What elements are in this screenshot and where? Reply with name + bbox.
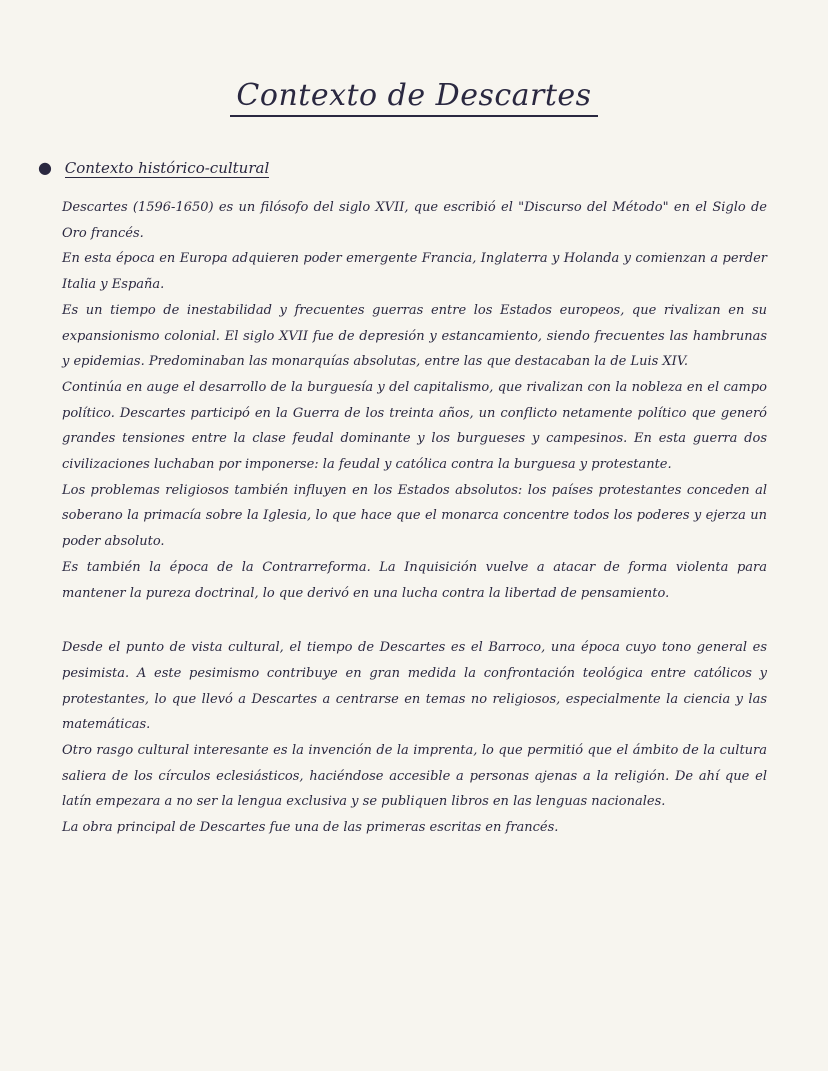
bullet-icon: ● (38, 158, 52, 177)
paragraph: Continúa en auge el desarrollo de la burguesía y del capitalismo, que rivalizan con la nobleza en el campo político. Descartes participó en la Guerra de los treinta años, un conflicto netamente político que generó grandes tensiones entre la clase feudal dominante y los burgueses y campesinos. En esta guerra dos civilizaciones luchaban por imponerse: la feudal y católica contra la burguesa y protestante. (62, 379, 767, 473)
section-heading (38, 158, 269, 177)
paragraph: Es también la época de la Contrarreforma. La Inquisición vuelve a atacar de forma violenta para mantener la pureza doctrinal, lo que derivó en una lucha contra la libertad de pensamiento. (62, 559, 767, 601)
notes-body (62, 195, 767, 841)
paragraph: Desde el punto de vista cultural, el tiempo de Descartes es el Barroco, una época cuyo tono general es pesimista. A este pesimismo contribuye en gran medida la confrontación teológica entre católicos y protestantes, lo que llevó a Descartes a centrarse en temas no religiosos, especialmente la ciencia y las matemáticas. (62, 640, 767, 733)
paragraph-gap (62, 606, 767, 635)
section-heading-text: Contexto histórico-cultural (64, 159, 270, 177)
paragraph: Los problemas religiosos también influyen en los Estados absolutos: los países protestantes conceden al soberano la primacía sobre la Iglesia, lo que hace que el monarca concentre todos los poderes y ejerza un poder absoluto. (62, 482, 767, 550)
page-title (0, 78, 828, 113)
paragraph: Es un tiempo de inestabilidad y frecuentes guerras entre los Estados europeos, que rivalizan en su expansionismo colonial. El siglo XVII fue de depresión y estancamiento, siendo frecuentes las hambrunas y epidemias. Predominaban las monarquías absolutas, entre las que destacaban la de Luis XIV. (62, 302, 767, 370)
paragraph: Otro rasgo cultural interesante es la invención de la imprenta, lo que permitió que el ámbito de la cultura saliera de los círculos eclesiásticos, haciéndose accesible a personas ajenas a la religión. De ahí que el latín empezara a no ser la lengua exclusiva y se publiquen libros en las lenguas nacionales. (62, 743, 767, 810)
paragraph: En esta época en Europa adquieren poder emergente Francia, Inglaterra y Holanda y comienzan a perder Italia y España. (62, 251, 767, 293)
paragraph: Descartes (1596-1650) es un filósofo del siglo XVII, que escribió el "Discurso del Método" en el Siglo de Oro francés. (62, 200, 767, 241)
page-title-text: Contexto de Descartes (230, 78, 597, 117)
paragraph: La obra principal de Descartes fue una de las primeras escritas en francés. (62, 820, 559, 836)
